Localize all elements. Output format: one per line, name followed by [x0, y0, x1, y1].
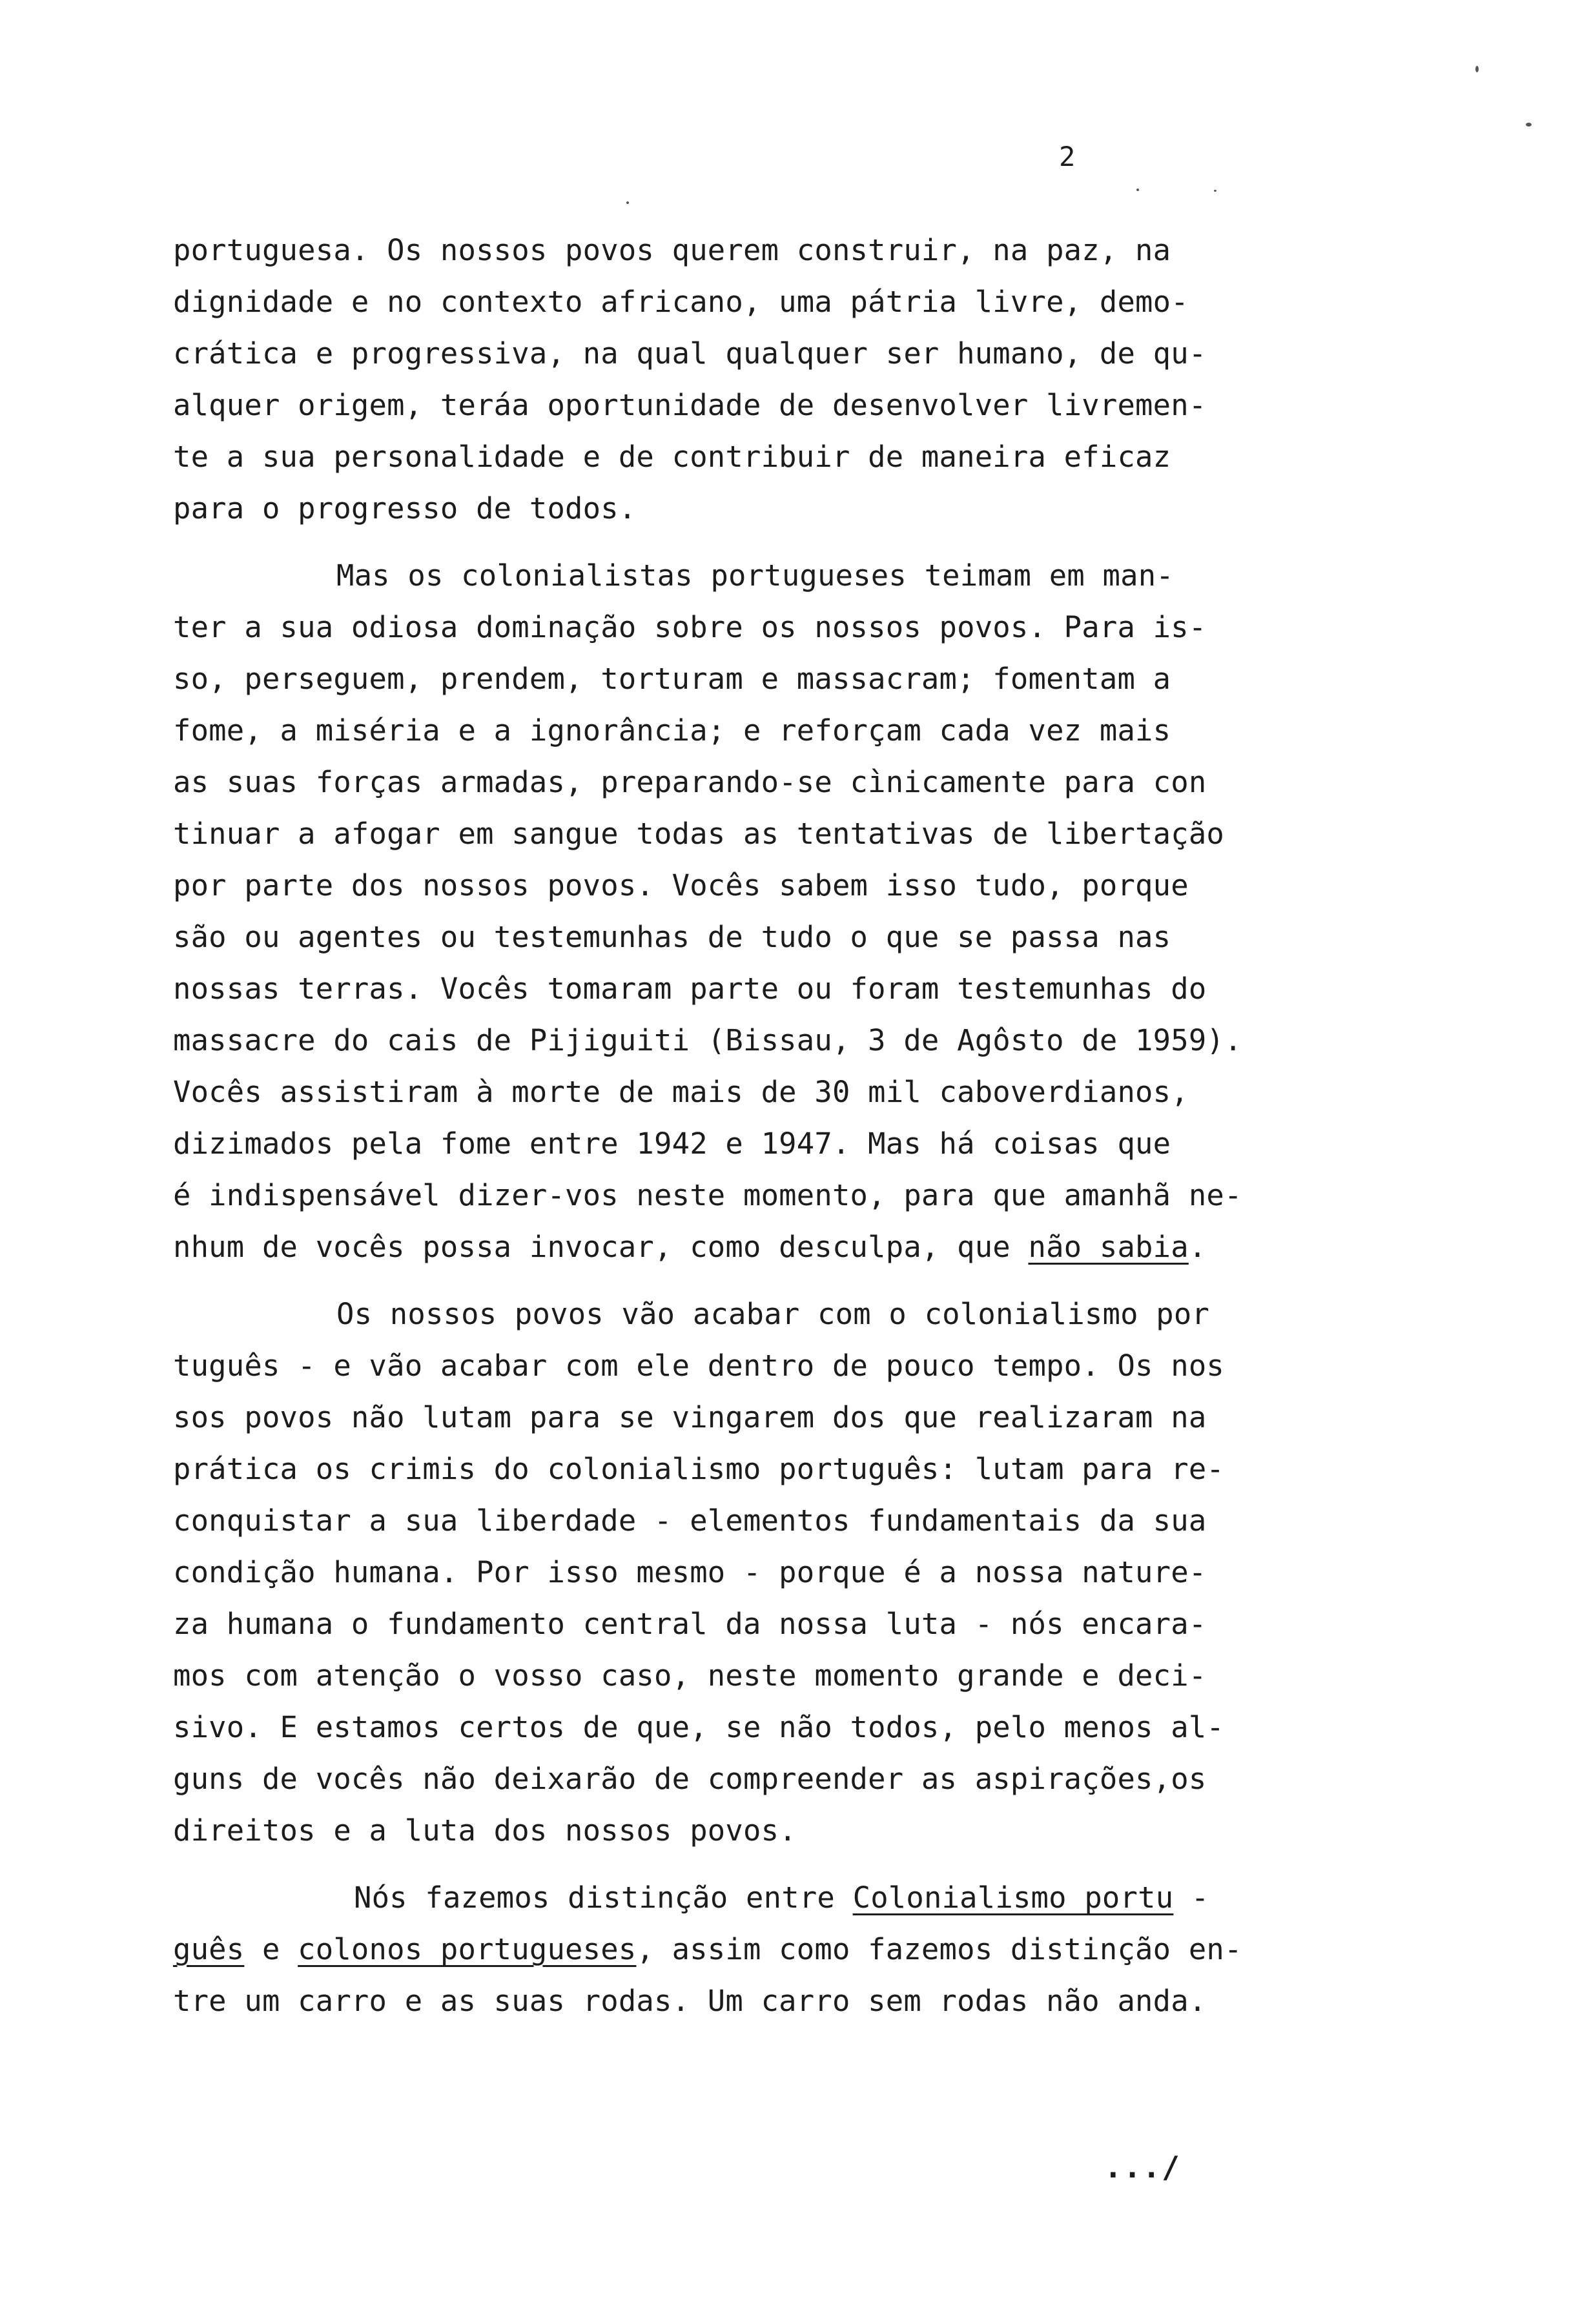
text-line: são ou agentes ou testemunhas de tudo o que se passa nas [173, 920, 1171, 954]
continuation-mark [1104, 2150, 1181, 2185]
scan-speck [1214, 190, 1216, 192]
underlined-phrase: guês [173, 1932, 245, 1966]
text-line: alquer origem, teráa oportunidade de desenvolver livremen- [173, 388, 1207, 422]
text-line: fome, a miséria e a ignorância; e reforçam cada vez mais [173, 713, 1171, 748]
text-line: tuguês - e vão acabar com ele dentro de pouco tempo. Os nos [173, 1349, 1225, 1383]
text-line [173, 1872, 1335, 1924]
paragraph-3 [173, 1289, 1335, 1857]
text-line [173, 1924, 1335, 1975]
text-line: te a sua personalidade e de contribuir de maneira eficaz [173, 440, 1171, 474]
text-line: Vocês assistiram à morte de mais de 30 mil caboverdianos, [173, 1075, 1189, 1109]
text-line: massacre do cais de Pijiguiti (Bissau, 3 de Agôsto de 1959). [173, 1023, 1242, 1057]
text-line: dignidade e no contexto africano, uma pátria livre, demo- [173, 285, 1189, 319]
text-run: e [244, 1932, 298, 1966]
text-run: - [1173, 1881, 1209, 1915]
page-number: 2 [1059, 141, 1076, 172]
text-line: nossas terras. Vocês tomaram parte ou foram testemunhas do [173, 972, 1207, 1006]
paragraph-2 [173, 550, 1335, 1273]
text-line: conquistar a sua liberdade - elementos fundamentais da sua [173, 1503, 1207, 1538]
text-line: sivo. E estamos certos de que, se não todos, pelo menos al- [173, 1710, 1225, 1744]
underlined-phrase: não sabia [1028, 1230, 1189, 1264]
text-line: as suas forças armadas, preparando-se cìnicamente para con [173, 765, 1207, 799]
text-line: Mas os colonialistas portugueses teimam em man- [336, 558, 1174, 593]
text-line: Os nossos povos vão acabar com o colonialismo por [336, 1297, 1210, 1331]
text-run: Nós fazemos distinção entre [354, 1881, 853, 1915]
text-line: tre um carro e as suas rodas. Um carro sem rodas não anda. [173, 1984, 1207, 2018]
scan-speck [1475, 66, 1479, 72]
scan-speck [626, 201, 629, 204]
text-line: é indispensável dizer-vos neste momento, para que amanhã ne- [173, 1178, 1242, 1212]
scan-speck [1136, 189, 1139, 191]
paragraph-4 [173, 1872, 1335, 2027]
text-run: . [1188, 1230, 1207, 1264]
text-line: prática os crimis do colonialismo português: lutam para re- [173, 1452, 1225, 1486]
text-line: portuguesa. Os nossos povos querem construir, na paz, na [173, 233, 1171, 267]
text-line: para o progresso de todos. [173, 491, 637, 525]
underlined-phrase: colonos portugueses [298, 1932, 637, 1966]
text-line: dizimados pela fome entre 1942 e 1947. Mas há coisas que [173, 1126, 1171, 1161]
paragraph-1 [173, 225, 1335, 535]
text-line: so, perseguem, prendem, torturam e massacram; fomentam a [173, 662, 1171, 696]
text-line: crática e progressiva, na qual qualquer ser humano, de qu- [173, 336, 1207, 371]
text-line: tinuar a afogar em sangue todas as tentativas de libertação [173, 817, 1225, 851]
text-line: mos com atenção o vosso caso, neste momento grande e deci- [173, 1658, 1207, 1693]
text-line: por parte dos nossos povos. Vocês sabem isso tudo, porque [173, 868, 1189, 902]
text-line: za humana o fundamento central da nossa luta - nós encara- [173, 1607, 1207, 1641]
text-line: ter a sua odiosa dominação sobre os nossos povos. Para is- [173, 610, 1207, 644]
slash-mark: / [1162, 2150, 1181, 2185]
text-line: sos povos não lutam para se vingarem dos que realizaram na [173, 1400, 1207, 1434]
body-text [173, 225, 1335, 2043]
text-run: , assim como fazemos distinção en- [636, 1932, 1242, 1966]
text-line: condição humana. Por isso mesmo - porque é a nossa nature- [173, 1555, 1207, 1589]
text-line: direitos e a luta dos nossos povos. [173, 1813, 797, 1848]
text-line: guns de vocês não deixarão de compreender as aspirações,os [173, 1762, 1207, 1796]
scan-speck [1526, 123, 1532, 127]
text-line [173, 1221, 1335, 1273]
underlined-phrase: Colonialismo portu [852, 1881, 1174, 1915]
text-run: nhum de vocês possa invocar, como desculpa, que [173, 1230, 1029, 1264]
continuation-dots: ... [1104, 2150, 1162, 2185]
